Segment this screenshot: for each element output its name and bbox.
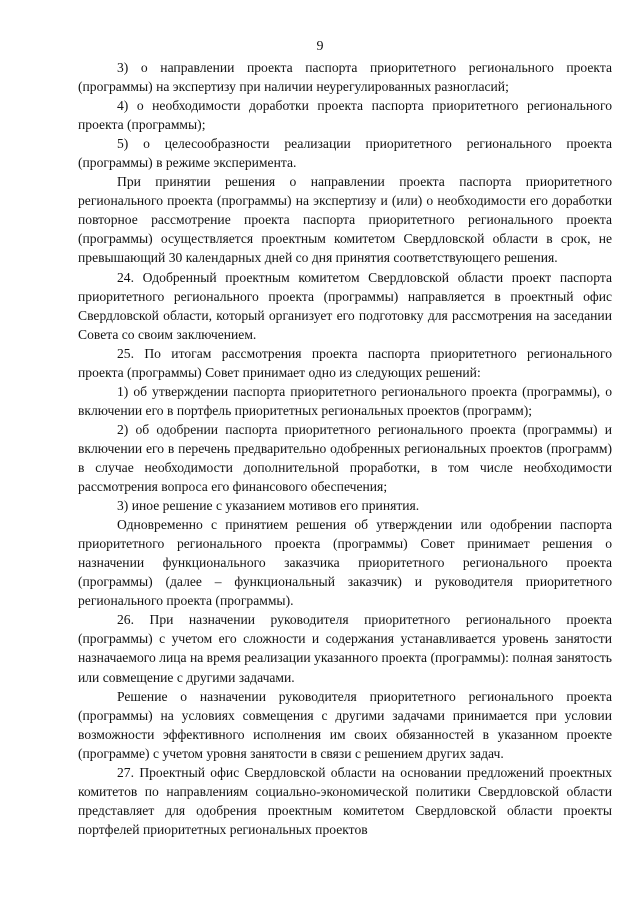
paragraph: 5) о целесообразности реализации приоритетного регионального проекта (программы) в режиме эксперимента. <box>78 136 612 171</box>
paragraph: Одновременно с принятием решения об утверждении или одобрении паспорта приоритетного регионального проекта (программы) Совет принимает решения о назначении функционального заказчика приоритетного регионального проекта (программы) (далее – функциональный заказчик) и руководителя приоритетного регионального проекта (программы). <box>78 517 612 609</box>
paragraph: 3) о направлении проекта паспорта приоритетного регионального проекта (программы) на экспертизу при наличии неурегулированных разногласий; <box>78 60 612 95</box>
paragraph: 24. Одобренный проектным комитетом Свердловской области проект паспорта приоритетного регионального проекта (программы) направляется в проектный офис Свердловской области, который организует его подготовку для рассмотрения на заседании Совета со своим заключением. <box>78 269 612 342</box>
paragraph: 3) иное решение с указанием мотивов его принятия. <box>117 498 420 514</box>
paragraph: Решение о назначении руководителя приоритетного регионального проекта (программы) на условиях совмещения с другими задачами принимается при условии возможности эффективного исполнения им своих обязанностей в указанном проекте (программе) с учетом уровня занятости в связи с решением других задач. <box>78 688 612 761</box>
paragraph: 4) о необходимости доработки проекта паспорта приоритетного регионального проекта (программы); <box>78 98 612 133</box>
paragraph: 2) об одобрении паспорта приоритетного регионального проекта (программы) и включении его в перечень предварительно одобренных региональных проектов (программ) в случае необходимости дополнительной проработки, в том числе необходимости рассмотрения вопроса его финансового обеспечения; <box>78 421 612 495</box>
paragraph: 1) об утверждении паспорта приоритетного регионального проекта (программы), о включении его в портфель приоритетных региональных проектов (программ); <box>78 383 612 418</box>
page-number: 9 <box>316 39 324 54</box>
paragraph: 27. Проектный офис Свердловской области на основании предложений проектных комитетов по направлениям социально-экономической политики Свердловской области представляет для одобрения проектным комитетом Свердловской области проекты портфелей приоритетных региональных проектов <box>78 764 612 837</box>
paragraph: При принятии решения о направлении проекта паспорта приоритетного регионального проекта (программы) на экспертизу и (или) о необходимости его доработки повторное рассмотрение проекта паспорта приоритетного регионального проекта (программы) осуществляется проектным комитетом Свердловской области в срок, не превышающий 30 календарных дней со дня принятия соответствующего решения. <box>78 174 612 266</box>
paragraph: 26. При назначении руководителя приоритетного регионального проекта (программы) с учетом его сложности и содержания устанавливается уровень занятости назначаемого лица на время реализации указанного проекта (программы): полная занятость или совмещение с другими задачами. <box>78 612 612 685</box>
paragraph: 25. По итогам рассмотрения проекта паспорта приоритетного регионального проекта (программы) Совет принимает одно из следующих решений: <box>78 345 612 380</box>
document-body <box>78 58 612 839</box>
